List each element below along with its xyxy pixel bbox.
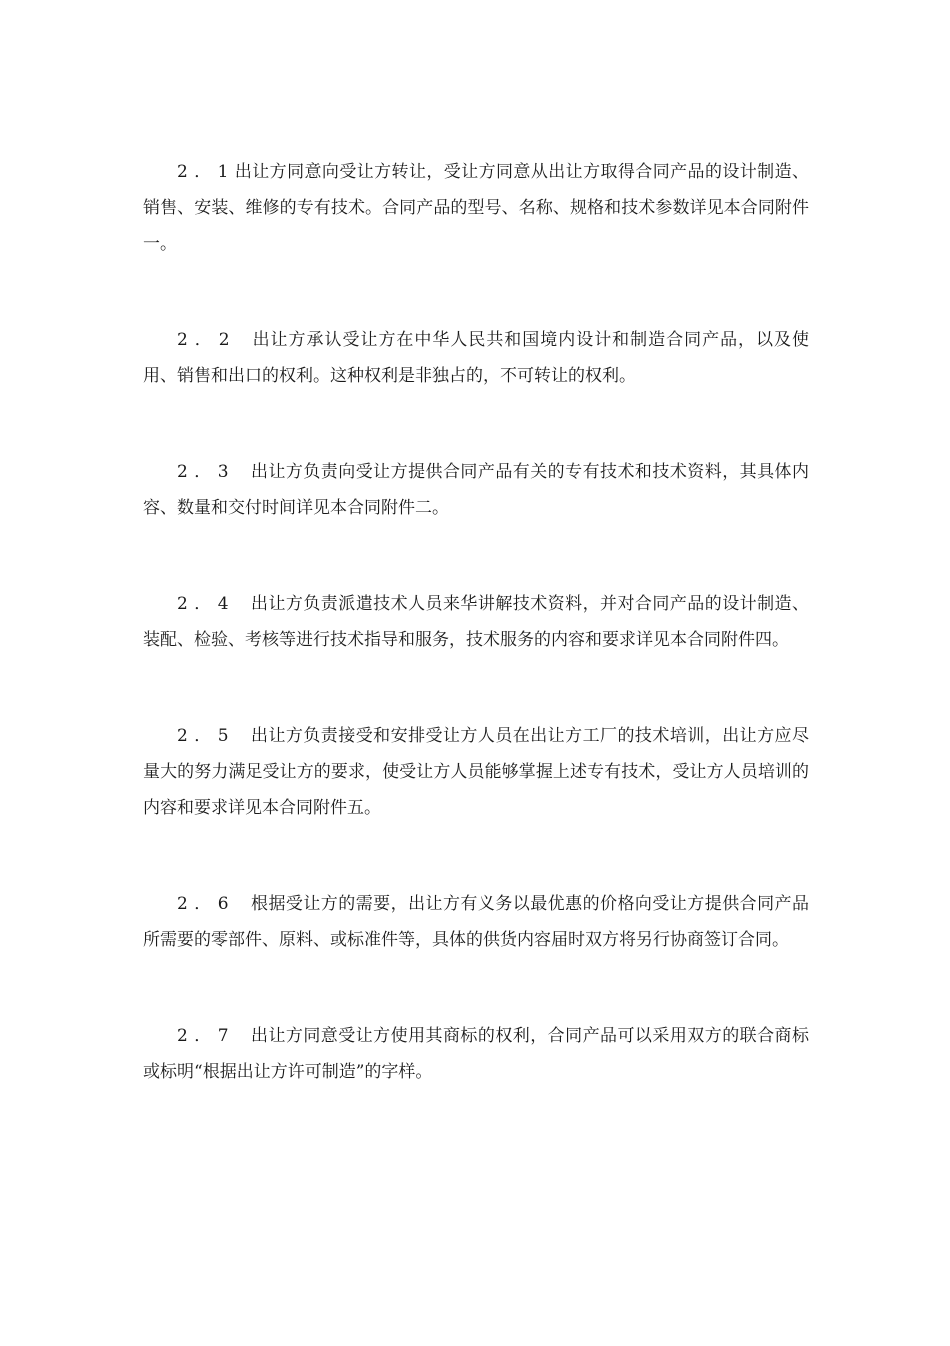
clause-number: 2．1 — [177, 162, 235, 182]
clause-2-3 — [143, 454, 809, 526]
clause-2-4 — [143, 586, 809, 658]
clause-text: 出让方负责接受和安排受让方人员在出让方工厂的技术培训，出让方应尽量大的努力满足受让方的要求，使受让方人员能够掌握上述专有技术，受让方人员培训的内容和要求详见本合同附件五。 — [143, 726, 810, 818]
clause-text: 出让方负责向受让方提供合同产品有关的专有技术和技术资料，其具体内容、数量和交付时间详见本合同附件二。 — [143, 462, 810, 518]
clause-number: 2．2 — [177, 330, 236, 350]
clause-number: 2．7 — [177, 1026, 235, 1046]
document-body — [143, 154, 809, 1090]
clause-2-6 — [143, 886, 809, 958]
clause-text: 出让方同意向受让方转让，受让方同意从出让方取得合同产品的设计制造、销售、安装、维修的专有技术。合同产品的型号、名称、规格和技术参数详见本合同附件一。 — [143, 162, 809, 254]
clause-2-5 — [143, 718, 809, 826]
clause-text: 出让方同意受让方使用其商标的权利，合同产品可以采用双方的联合商标或标明“根据出让方许可制造”的字样。 — [143, 1026, 810, 1082]
clause-text: 出让方承认受让方在中华人民共和国境内设计和制造合同产品，以及使用、销售和出口的权利。这种权利是非独占的，不可转让的权利。 — [143, 330, 809, 386]
clause-text: 出让方负责派遣技术人员来华讲解技术资料，并对合同产品的设计制造、装配、检验、考核等进行技术指导和服务，技术服务的内容和要求详见本合同附件四。 — [143, 594, 810, 650]
clause-text: 根据受让方的需要，出让方有义务以最优惠的价格向受让方提供合同产品所需要的零部件、原料、或标准件等，具体的供货内容届时双方将另行协商签订合同。 — [143, 894, 810, 950]
clause-number: 2．6 — [177, 894, 235, 914]
clause-2-7 — [143, 1018, 809, 1090]
clause-number: 2．4 — [177, 594, 235, 614]
clause-2-2 — [143, 322, 809, 394]
clause-number: 2．5 — [177, 726, 235, 746]
clause-2-1 — [143, 154, 809, 262]
clause-number: 2．3 — [177, 462, 235, 482]
